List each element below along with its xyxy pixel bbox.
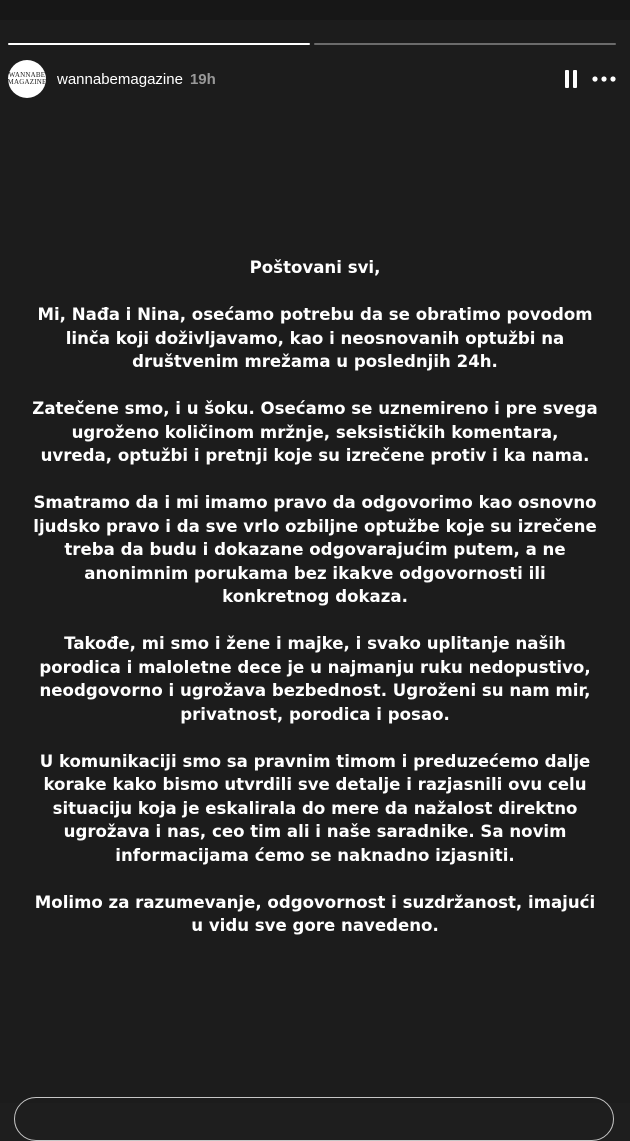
story-header [8,58,616,100]
reply-bar[interactable] [14,1097,614,1141]
message-paragraph-3: Smatramo da i mi imamo pravo da odgovorimo kao osnovno ljudsko pravo i da sve vrlo ozbiljne optužbe koje su izrečene treba da budu i dokazane odgovarajućim putem, a ne anonimnim porukama bez ikakve odgovornosti ili konkretnog dokaza. [33,493,597,606]
progress-segment-2 [314,43,616,45]
message-paragraph-1: Mi, Nađa i Nina, osećamo potrebu da se obratimo povodom linča koji doživljavamo, kao i neosnovanih optužbi na društvenim mrežama u poslednjih 24h. [37,305,593,371]
username[interactable]: wannabemagazine [57,70,183,88]
progress-segment-1 [8,43,310,45]
avatar-logo: WANNABE MAGAZINE [8,71,46,86]
progress-fill-1 [8,43,310,45]
avatar[interactable] [8,60,46,98]
message-paragraph-6: Molimo za razumevanje, odgovornost i suzdržanost, imajući u vidu sve gore navedeno. [34,892,596,935]
message-greeting: Poštovani svi, [249,258,381,277]
message-paragraph-2: Zatečene smo, i u šoku. Osećamo se uznemireno i pre svega ugroženo količinom mržnje, seksističkih komentara, uvreda, optužbi i pretnji koje su izrečene protiv i ka nama. [32,399,598,465]
time-ago: 19h [189,70,216,88]
top-strip [0,0,630,20]
message-paragraph-5: U komunikaciji smo sa pravnim timom i preduzećemo dalje korake kako bismo utvrdili sve detalje i razjasnili ovu celu situaciju koja je eskalirala do mere da nažalost direktno ugrožava i nas, ceo tim ali i naše saradnike. Sa novim informacijama ćemo se naknadno izjasniti. [39,751,591,865]
pause-icon[interactable] [564,70,578,88]
more-horizontal-icon[interactable] [592,76,616,82]
story-progress [8,43,616,45]
message-paragraph-4: Takođe, mi smo i žene i majke, i svako uplitanje naših porodica i maloletne dece je u najmanju ruku nedopustivo, neodgovorno i ugrožava bezbednost. Ugroženi su nam mir, privatnost, porodica i posao. [39,634,591,724]
story-message [18,256,612,961]
story-controls [564,70,616,88]
